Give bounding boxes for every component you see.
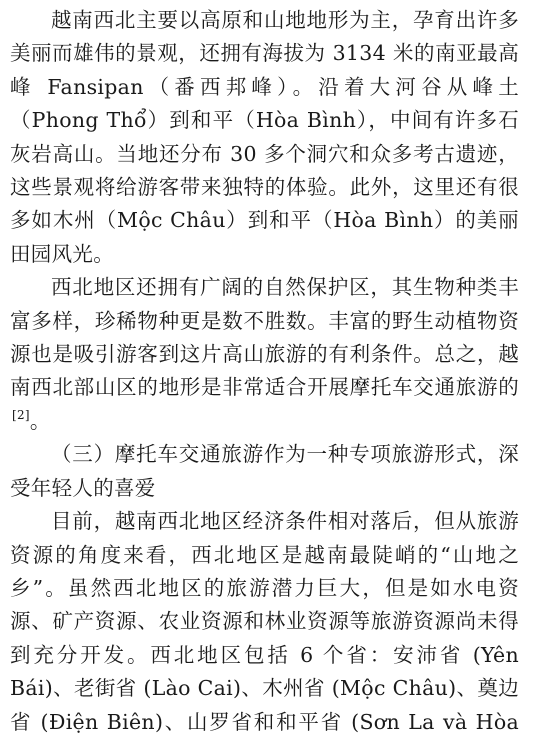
section-heading xyxy=(10,438,519,505)
paragraph-economy xyxy=(10,505,519,739)
paragraph-text: 西北地区还拥有广阔的自然保护区，其生物种类丰富多样，珍稀物种更是数不胜数。丰富的野生动植物资源也是吸引游客到这片高山旅游的有利条件。总之，越南西北部山区的地形是非常适合开展摩托车交通旅游的 xyxy=(10,275,519,400)
paragraph-nature-reserves xyxy=(10,271,519,438)
heading-text: （三）摩托车交通旅游作为一种专项旅游形式，深受年轻人的喜爱 xyxy=(10,442,519,500)
paragraph-landscape xyxy=(10,4,519,271)
paragraph-tail: 。 xyxy=(29,408,51,433)
paragraph-text: 目前，越南西北地区经济条件相对落后，但从旅游资源的角度来看，西北地区是越南最陡峭的“山地之乡”。虽然西北地区的旅游潜力巨大，但是如水电资源、矿产资源、农业资源和林业资源等旅游资源尚未得到充分开发。西北地区包括 6 个省：安沛省 (Yên Bái)、老街省 (Lào Cai)、木州省 (Mộc Châu)、奠边省 (Điện Biên)、山罗省和和平省 (Sơn La và Hòa xyxy=(10,509,519,734)
paragraph-text: 越南西北主要以高原和山地地形为主，孕育出许多美丽而雄伟的景观，还拥有海拔为 3134 米的南亚最高峰 Fansipan（番西邦峰）。沿着大河谷从峰土（Phong Thổ）到和平（Hòa Bình），中间有许多石灰岩高山。当地还分布 30 多个洞穴和众多考古遗迹，这些景观将给游客带来独特的体验。此外，这里还有很多如木州（Mộc Châu）到和平（Hòa Bình）的美丽田园风光。 xyxy=(10,8,519,266)
citation-marker: [2] xyxy=(12,407,30,422)
